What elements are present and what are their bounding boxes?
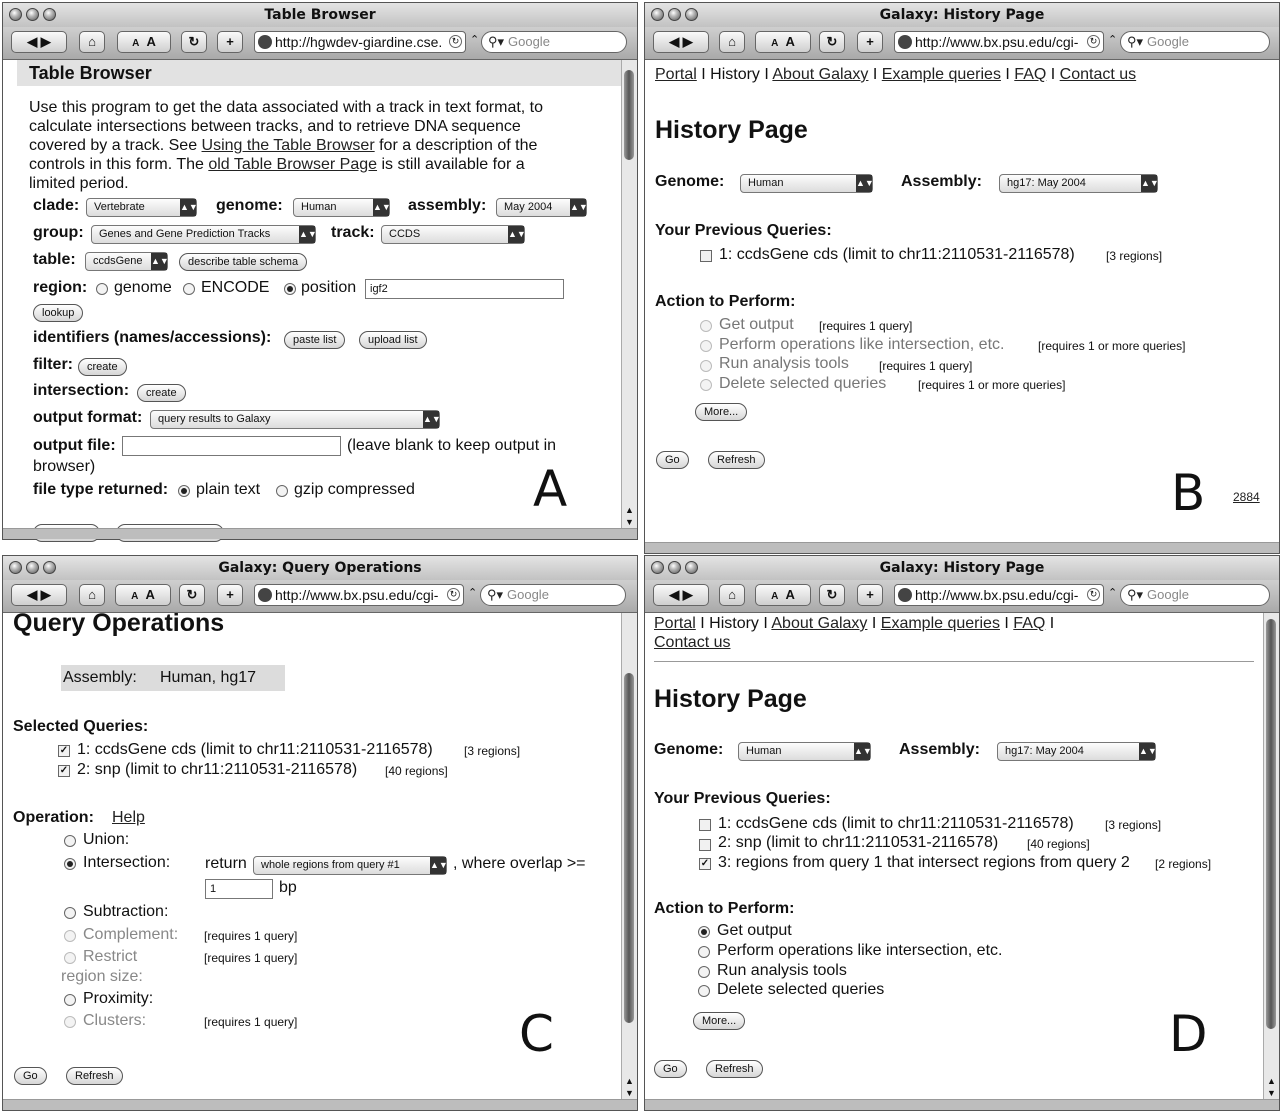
window-title: Table Browser: [264, 7, 376, 23]
home-icon[interactable]: ⌂: [79, 584, 105, 606]
gzip-radio[interactable]: [276, 485, 288, 497]
url-reload-icon[interactable]: ↻: [1087, 588, 1100, 601]
page-content: [645, 60, 1279, 543]
track-label: track:: [331, 224, 375, 241]
nav-portal-link[interactable]: Portal: [654, 615, 696, 632]
plain-text-label: plain text: [196, 481, 261, 498]
figure-number: 2884: [1233, 490, 1260, 504]
union-radio[interactable]: [64, 835, 76, 847]
query-1-text: 1: ccdsGene cds (limit to chr11:2110531-2116578): [77, 741, 433, 758]
back-forward-buttons[interactable]: ◀ ▶: [653, 31, 709, 53]
genome-select[interactable]: Human ▲▼: [738, 742, 871, 761]
reload-icon[interactable]: ↻: [179, 584, 205, 606]
intersection-create-button[interactable]: create: [137, 384, 186, 402]
vertical-scrollbar[interactable]: [1263, 613, 1279, 1100]
operation-label: Operation:: [13, 809, 94, 826]
action-delete-label: Delete selected queries: [719, 375, 887, 392]
nav-examples-link[interactable]: Example queries: [880, 615, 1000, 632]
action-get-output-label: Get output: [717, 922, 792, 939]
genome-select[interactable]: Human ▲▼: [293, 198, 390, 217]
action-analysis-radio: [700, 360, 712, 372]
action-analysis-label: Run analysis tools: [717, 962, 847, 979]
assembly-label: Assembly:: [899, 741, 980, 758]
scroll-thumb[interactable]: [624, 673, 634, 1023]
lookup-button[interactable]: lookup: [33, 304, 83, 322]
select-arrows-icon: ▲▼: [1141, 175, 1157, 192]
status-bar: [645, 1099, 1279, 1110]
panel-letter-d: D: [1169, 1005, 1208, 1063]
query-1-checkbox[interactable]: ✓: [59, 745, 69, 756]
restrict-radio: [64, 952, 76, 964]
window-table-browser: [2, 2, 638, 540]
browser-toolbar: [645, 580, 1279, 613]
output-file-hint: (leave blank to keep output in: [347, 437, 557, 454]
output-format-label: output format:: [33, 409, 143, 426]
window-title: Galaxy: History Page: [879, 560, 1045, 576]
browser-toolbar: [645, 27, 1279, 60]
intersection-label: intersection:: [33, 382, 130, 399]
nav-faq-link[interactable]: FAQ: [1013, 615, 1046, 632]
action-operations-label: Perform operations like intersection, etc.: [719, 336, 1005, 353]
refresh-button[interactable]: Refresh: [708, 451, 765, 469]
intro-line-3: covered by a track. See Using the Table Browser for a description of the: [29, 137, 538, 154]
assembly-select[interactable]: May 2004 ▲▼: [496, 198, 587, 217]
select-arrows-icon: ▲▼: [854, 743, 870, 760]
region-position-radio[interactable]: [284, 283, 296, 295]
select-arrows-icon: ▲▼: [373, 199, 389, 216]
url-reload-icon[interactable]: ↻: [1087, 35, 1100, 48]
nav-history: History: [710, 66, 760, 83]
genome-label: Genome:: [655, 173, 725, 190]
scroll-down-icon[interactable]: ▼: [625, 1088, 634, 1098]
action-operations-label: Perform operations like intersection, etc.: [717, 942, 1003, 959]
scroll-down-icon[interactable]: ▼: [625, 517, 634, 527]
proximity-label: Proximity:: [83, 990, 154, 1007]
nav-history: History: [709, 615, 759, 632]
vertical-scrollbar[interactable]: [621, 613, 637, 1100]
track-select[interactable]: CCDS ▲▼: [381, 225, 525, 244]
address-bar[interactable]: http://www.bx.psu.edu/cgi- ↻: [254, 584, 464, 606]
scroll-up-icon[interactable]: ▲: [625, 1076, 634, 1086]
region-position-label: position: [301, 279, 357, 296]
action-get-output-note: [requires 1 query]: [819, 319, 913, 333]
action-analysis-label: Run analysis tools: [719, 355, 849, 372]
clade-select[interactable]: Vertebrate ▲▼: [86, 198, 197, 217]
text-size-buttons[interactable]: A A: [117, 31, 171, 53]
complement-label: Complement:: [83, 926, 179, 943]
proximity-radio[interactable]: [64, 994, 76, 1006]
top-nav: Portal I History I About Galaxy I Example queries I FAQ I: [654, 615, 1055, 632]
bookmark-caret-icon: ⌃: [1108, 34, 1118, 46]
restrict-note: [requires 1 query]: [204, 951, 298, 965]
search-icon: ⚲▾: [1127, 587, 1144, 602]
query-1-note: [3 regions]: [1105, 818, 1162, 832]
complement-radio: [64, 930, 76, 942]
refresh-button[interactable]: Refresh: [706, 1060, 763, 1078]
home-icon[interactable]: ⌂: [719, 31, 745, 53]
restrict-label: Restrict: [83, 948, 138, 965]
vertical-scrollbar[interactable]: [621, 60, 637, 529]
select-arrows-icon: ▲▼: [430, 857, 446, 874]
region-encode-label: ENCODE: [201, 279, 270, 296]
scroll-up-icon[interactable]: ▲: [625, 505, 634, 515]
query-2-text: 2: snp (limit to chr11:2110531-2116578): [718, 834, 999, 851]
assembly-label: Assembly:: [63, 669, 137, 686]
return-select[interactable]: whole regions from query #1 ▲▼: [253, 856, 447, 875]
intro-line-2: calculate intersections between tracks, and to retrieve DNA sequence: [29, 118, 521, 135]
action-get-output-label: Get output: [719, 316, 794, 333]
add-bookmark-icon[interactable]: +: [857, 584, 883, 606]
address-bar[interactable]: http://www.bx.psu.edu/cgi- ↻: [894, 31, 1104, 53]
genome-select[interactable]: Human ▲▼: [740, 174, 873, 193]
describe-table-schema-button[interactable]: describe table schema: [179, 253, 307, 271]
google-search-field[interactable]: ⚲▾ Google: [481, 31, 627, 53]
page-title: Table Browser: [29, 63, 152, 83]
region-label: region:: [33, 279, 88, 296]
scroll-thumb[interactable]: [624, 70, 634, 160]
query-2-text: 2: snp (limit to chr11:2110531-2116578): [77, 761, 358, 778]
table-select[interactable]: ccdsGene ▲▼: [85, 252, 168, 271]
output-file-input[interactable]: [122, 436, 341, 456]
window-title: Galaxy: History Page: [879, 7, 1045, 23]
action-delete-note: [requires 1 or more queries]: [918, 378, 1066, 392]
nav-portal-link[interactable]: Portal: [655, 66, 697, 83]
previous-queries-heading: Your Previous Queries:: [655, 222, 832, 239]
assembly-select[interactable]: hg17: May 2004 ▲▼: [999, 174, 1158, 193]
help-link[interactable]: Help: [112, 809, 145, 826]
browser-toolbar: [3, 27, 637, 60]
output-file-hint-cont: browser): [33, 458, 96, 475]
select-arrows-icon: ▲▼: [180, 199, 196, 216]
overlap-unit: bp: [279, 879, 297, 896]
page-content: [645, 613, 1264, 1100]
globe-icon: [258, 35, 272, 49]
search-icon: ⚲▾: [488, 34, 505, 49]
query-3-text: 3: regions from query 1 that intersect regions from query 2: [718, 854, 1130, 871]
url-reload-icon[interactable]: ↻: [447, 588, 460, 601]
select-arrows-icon: ▲▼: [508, 226, 524, 243]
intro-line-1: Use this program to get the data associated with a track in text format, to: [29, 99, 544, 116]
nav-about-link[interactable]: About Galaxy: [772, 66, 869, 83]
action-heading: Action to Perform:: [655, 293, 796, 310]
previous-queries-heading: Your Previous Queries:: [654, 790, 831, 807]
text-size-buttons[interactable]: A A: [755, 31, 811, 53]
plain-text-radio[interactable]: [178, 485, 190, 497]
action-delete-label: Delete selected queries: [717, 981, 885, 998]
filter-create-button[interactable]: create: [78, 358, 127, 376]
query-2-checkbox[interactable]: [699, 839, 711, 851]
panel-letter-c: C: [519, 1005, 554, 1063]
select-arrows-icon: ▲▼: [151, 253, 167, 270]
window-history-page-d: [644, 555, 1280, 1111]
select-arrows-icon: ▲▼: [423, 411, 439, 428]
reload-icon[interactable]: ↻: [819, 584, 845, 606]
text-size-buttons[interactable]: A A: [755, 584, 811, 606]
title-bar: [645, 3, 1279, 28]
scroll-thumb[interactable]: [1266, 619, 1276, 1029]
reload-icon[interactable]: ↻: [819, 31, 845, 53]
action-operations-note: [requires 1 or more queries]: [1038, 339, 1186, 353]
scroll-up-icon[interactable]: ▲: [1267, 1076, 1276, 1086]
add-bookmark-icon[interactable]: +: [217, 31, 243, 53]
select-arrows-icon: ▲▼: [570, 199, 586, 216]
group-select[interactable]: Genes and Gene Prediction Tracks ▲▼: [91, 225, 316, 244]
table-label: table:: [33, 251, 76, 268]
clusters-note: [requires 1 query]: [204, 1015, 298, 1029]
subtraction-label: Subtraction:: [83, 903, 169, 920]
bookmark-caret-icon: ⌃: [470, 34, 480, 46]
status-bar: [3, 1099, 637, 1110]
page-title: History Page: [655, 116, 808, 144]
go-button[interactable]: Go: [656, 451, 689, 469]
query-3-note: [2 regions]: [1155, 857, 1212, 871]
page-title: History Page: [654, 685, 807, 713]
action-get-output-radio: [700, 320, 712, 332]
query-1-note: [3 regions]: [1106, 249, 1163, 263]
clusters-label: Clusters:: [83, 1012, 147, 1029]
title-bar: [3, 3, 637, 28]
action-operations-radio: [700, 340, 712, 352]
file-type-label: file type returned:: [33, 481, 169, 498]
page-content: [3, 609, 622, 1100]
go-button[interactable]: Go: [14, 1067, 47, 1085]
return-label: return: [205, 855, 247, 872]
scroll-down-icon[interactable]: ▼: [1267, 1088, 1276, 1098]
back-forward-buttons[interactable]: ◀ ▶: [11, 31, 67, 53]
action-heading: Action to Perform:: [654, 900, 795, 917]
clusters-radio: [64, 1016, 76, 1028]
overlap-input[interactable]: 1: [205, 879, 273, 899]
more-button[interactable]: More...: [693, 1012, 745, 1030]
window-title: Galaxy: Query Operations: [218, 560, 422, 576]
paste-list-button[interactable]: paste list: [284, 331, 345, 349]
google-search-field[interactable]: ⚲▾ Google: [1120, 584, 1270, 606]
bookmark-caret-icon: ⌃: [1108, 587, 1118, 599]
nav-examples-link[interactable]: Example queries: [881, 66, 1001, 83]
home-icon[interactable]: ⌂: [719, 584, 745, 606]
query-1-note: [3 regions]: [464, 744, 521, 758]
action-operations-radio[interactable]: [698, 946, 710, 958]
nav-contact-link[interactable]: Contact us: [654, 634, 731, 651]
nav-contact-link[interactable]: Contact us: [1059, 66, 1137, 83]
globe-icon: [258, 588, 272, 602]
nav-faq-link[interactable]: FAQ: [1014, 66, 1047, 83]
query-1-text: 1: ccdsGene cds (limit to chr11:2110531-2116578): [718, 815, 1074, 832]
search-icon: ⚲▾: [1127, 34, 1144, 49]
nav-about-link[interactable]: About Galaxy: [771, 615, 868, 632]
window-query-operations: [2, 555, 638, 1111]
back-forward-buttons[interactable]: ◀ ▶: [653, 584, 709, 606]
globe-icon: [898, 588, 912, 602]
status-bar: [645, 542, 1279, 553]
assembly-select[interactable]: hg17: May 2004 ▲▼: [997, 742, 1156, 761]
url-reload-icon[interactable]: ↻: [449, 35, 462, 48]
position-input[interactable]: igf2: [365, 279, 564, 299]
title-bar: [3, 556, 637, 581]
output-file-label: output file:: [33, 437, 116, 454]
query-2-checkbox[interactable]: ✓: [59, 765, 69, 776]
google-search-field[interactable]: ⚲▾ Google: [1120, 31, 1270, 53]
query-2-note: [40 regions]: [1027, 837, 1090, 851]
region-genome-radio[interactable]: [96, 283, 108, 295]
clade-label: clade:: [33, 197, 80, 214]
group-label: group:: [33, 224, 84, 241]
old-table-browser-link[interactable]: old Table Browser Page: [208, 156, 378, 173]
go-button[interactable]: Go: [654, 1060, 687, 1078]
assembly-label: assembly:: [408, 197, 487, 214]
refresh-button[interactable]: Refresh: [66, 1067, 123, 1085]
back-forward-buttons[interactable]: ◀ ▶: [11, 584, 67, 606]
text-size-buttons[interactable]: A A: [115, 584, 171, 606]
output-format-select[interactable]: query results to Galaxy ▲▼: [150, 410, 440, 429]
select-arrows-icon: ▲▼: [856, 175, 872, 192]
nav-divider: [654, 661, 1254, 662]
google-search-field[interactable]: ⚲▾ Google: [480, 584, 626, 606]
using-table-browser-link[interactable]: Using the Table Browser: [201, 137, 375, 154]
add-bookmark-icon[interactable]: +: [217, 584, 243, 606]
filter-label: filter:: [33, 356, 73, 373]
status-bar: [3, 528, 637, 539]
address-bar[interactable]: http://www.bx.psu.edu/cgi- ↻: [894, 584, 1104, 606]
region-genome-label: genome: [114, 279, 172, 296]
region-encode-radio[interactable]: [183, 283, 195, 295]
select-arrows-icon: ▲▼: [1139, 743, 1155, 760]
action-delete-radio[interactable]: [698, 985, 710, 997]
search-icon: ⚲▾: [487, 587, 504, 602]
home-icon[interactable]: ⌂: [79, 31, 105, 53]
intro-line-5: limited period.: [29, 175, 129, 192]
query-1-text: 1: ccdsGene cds (limit to chr11:2110531-2116578): [719, 246, 1075, 263]
query-3-checkbox[interactable]: ✓: [700, 858, 710, 869]
reload-icon[interactable]: ↻: [181, 31, 207, 53]
gzip-label: gzip compressed: [294, 481, 415, 498]
add-bookmark-icon[interactable]: +: [857, 31, 883, 53]
page-content: [3, 60, 622, 529]
selected-queries-heading: Selected Queries:: [13, 718, 149, 735]
window-history-page-b: [644, 2, 1280, 554]
panel-letter-b: B: [1171, 464, 1206, 522]
query-2-note: [40 regions]: [385, 764, 448, 778]
assembly-value: Human, hg17: [160, 669, 257, 686]
assembly-label: Assembly:: [901, 173, 982, 190]
overlap-label: , where overlap >=: [453, 855, 586, 872]
intersection-label: Intersection:: [83, 854, 171, 871]
panel-letter-a: A: [533, 460, 568, 518]
identifiers-label: identifiers (names/accessions):: [33, 329, 272, 346]
action-get-output-radio[interactable]: [698, 926, 710, 938]
action-analysis-radio[interactable]: [698, 966, 710, 978]
page-title: Query Operations: [13, 609, 225, 637]
globe-icon: [898, 35, 912, 49]
complement-note: [requires 1 query]: [204, 929, 298, 943]
title-bar: [645, 556, 1279, 581]
intro-line-4: controls in this form. The old Table Browser Page is still available for a: [29, 156, 525, 173]
query-1-checkbox[interactable]: [699, 819, 711, 831]
action-delete-radio: [700, 379, 712, 391]
action-analysis-note: [requires 1 query]: [879, 359, 973, 373]
select-arrows-icon: ▲▼: [299, 226, 315, 243]
top-nav: Portal I History I About Galaxy I Example queries I FAQ I Contact us: [655, 66, 1137, 83]
address-bar[interactable]: http://hgwdev-giardine.cse. ↻: [254, 31, 466, 53]
upload-list-button[interactable]: upload list: [359, 331, 427, 349]
intersection-radio[interactable]: [64, 858, 76, 870]
genome-label: Genome:: [654, 741, 724, 758]
bookmark-caret-icon: ⌃: [468, 587, 478, 599]
union-label: Union:: [83, 831, 130, 848]
query-1-checkbox[interactable]: [700, 250, 712, 262]
genome-label: genome:: [216, 197, 283, 214]
restrict-label-cont: region size:: [61, 968, 143, 985]
more-button[interactable]: More...: [695, 403, 747, 421]
subtraction-radio[interactable]: [64, 907, 76, 919]
